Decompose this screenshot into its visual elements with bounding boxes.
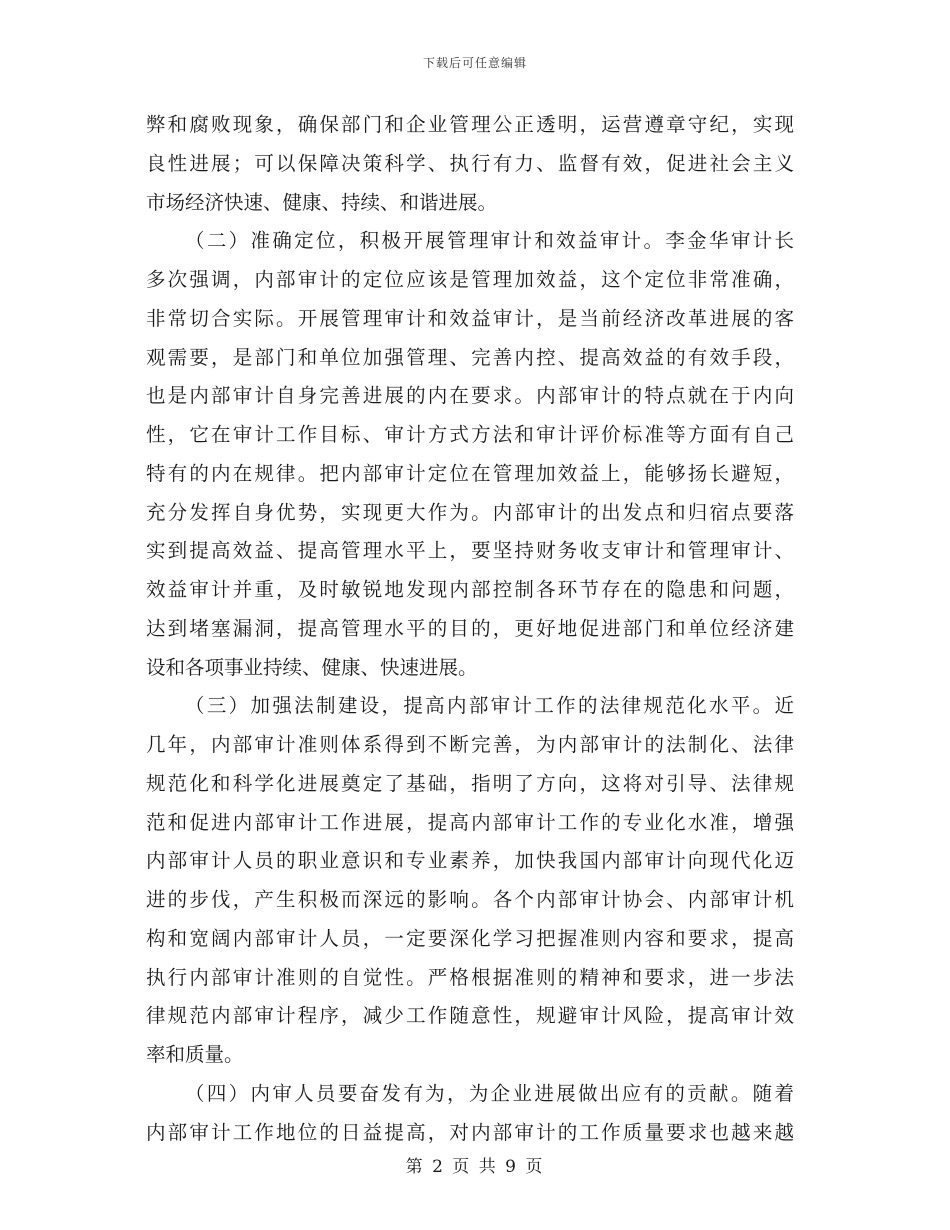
text-line: 设和各项事业持续、健康、快速进展。 — [146, 655, 478, 679]
paragraph — [146, 106, 794, 222]
text-line: 内部审计工作地位的日益提高，对内部审计的工作质量要求也越来越 — [146, 1120, 794, 1144]
text-line: 规范化和科学化进展奠定了基础，指明了方向，这将对引导、法律规 — [146, 771, 794, 795]
text-line: 几年，内部审计准则体系得到不断完善，为内部审计的法制化、法律 — [146, 733, 794, 756]
text-line: 效益审计并重，及时敏锐地发现内部控制各环节存在的隐患和问题， — [146, 578, 794, 601]
text-line: （三）加强法制建设，提高内部审计工作的法律规范化水平。近 — [185, 694, 794, 718]
text-line: （四）内审人员要奋发有为，为企业进展做出应有的贡献。随着 — [185, 1081, 794, 1105]
page-header-note: 下载后可任意编辑 — [422, 56, 527, 70]
text-line: （二）准确定位，积极开展管理审计和效益审计。李金华审计长 — [185, 229, 794, 253]
text-line: 良性进展；可以保障决策科学、执行有力、监督有效，促进社会主义 — [146, 151, 794, 175]
text-line: 也是内部审计自身完善进展的内在要求。内部审计的特点就在于内向 — [146, 384, 794, 408]
text-line: 率和质量。 — [146, 1043, 244, 1066]
text-line: 构和宽阔内部审计人员，一定要深化学习把握准则内容和要求，提高 — [146, 926, 794, 950]
text-line: 进的步伐，产生积极而深远的影响。各个内部审计协会、内部审计机 — [146, 888, 794, 911]
document-body — [146, 106, 794, 1152]
paragraph — [146, 687, 794, 1075]
text-line: 执行内部审计准则的自觉性。严格根据准则的精神和要求，进一步法 — [146, 965, 794, 989]
paragraph — [146, 1075, 794, 1153]
text-line: 内部审计人员的职业意识和专业素养，加快我国内部审计向现代化迈 — [146, 849, 794, 873]
text-line: 非常切合实际。开展管理审计和效益审计，是当前经济改革进展的客 — [146, 306, 794, 330]
text-line: 律规范内部审计程序，减少工作随意性，规避审计风险，提高审计效 — [146, 1004, 794, 1028]
text-line: 特有的内在规律。把内部审计定位在管理加效益上，能够扬长避短， — [146, 461, 794, 485]
text-line: 弊和腐败现象，确保部门和企业管理公正透明，运营遵章守纪，实现 — [146, 113, 794, 136]
text-line: 达到堵塞漏洞，提高管理水平的目的，更好地促进部门和单位经济建 — [146, 616, 794, 640]
text-line: 充分发挥自身优势，实现更大作为。内部审计的出发点和归宿点要落 — [146, 500, 794, 524]
page-number-footer: 第 2 页 共 9 页 — [405, 1157, 545, 1177]
text-line: 范和促进内部审计工作进展，提高内部审计工作的专业化水准，增强 — [146, 810, 794, 834]
text-line: 多次强调，内部审计的定位应该是管理加效益，这个定位非常准确， — [146, 268, 794, 291]
text-line: 观需要，是部门和单位加强管理、完善内控、提高效益的有效手段， — [146, 345, 794, 369]
text-line: 实到提高效益、提高管理水平上，要坚持财务收支审计和管理审计、 — [146, 539, 794, 563]
text-line: 市场经济快速、健康、持续、和谐进展。 — [146, 190, 498, 214]
paragraph — [146, 222, 794, 687]
text-line: 性，它在审计工作目标、审计方式方法和审计评价标准等方面有自己 — [146, 423, 794, 446]
